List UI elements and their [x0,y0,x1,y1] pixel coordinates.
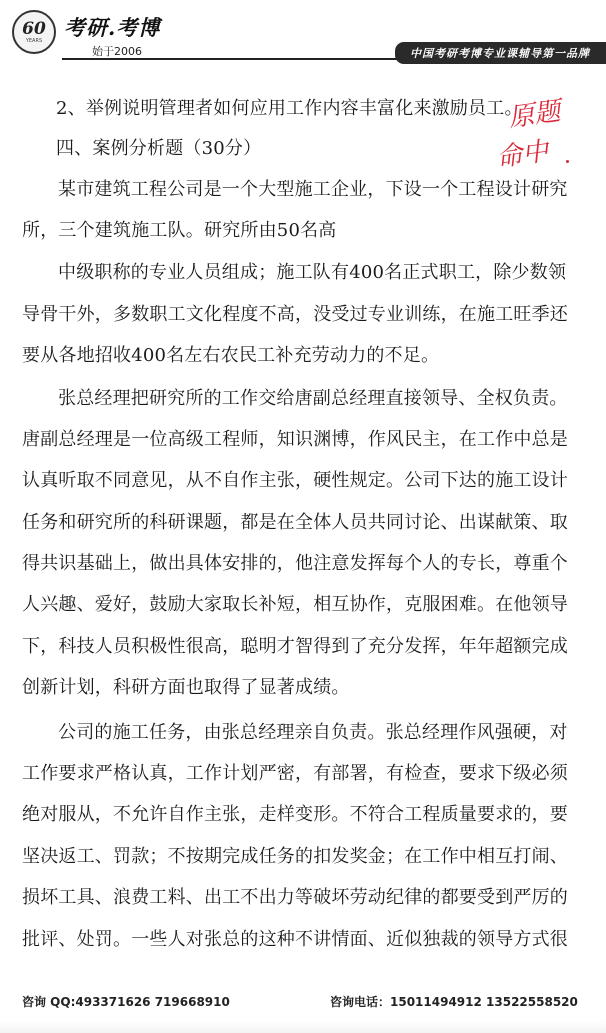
section-heading: 四、案例分析题（30分） [56,138,262,159]
paragraph-line: 创新计划，科研方面也取得了显著成绩。 [22,677,350,698]
scan-edge [0,1020,606,1033]
paragraph-line: 导骨干外，多数职工文化程度不高，没受过专业训练，在施工旺季还 [22,304,568,325]
handwritten-annotation: 命中 [494,136,551,174]
handwritten-dot [566,160,569,163]
footer-phone-contact: 咨询电话：15011494912 13522558520 [330,995,578,1009]
paragraph-line: 损坏工具、浪费工料、出工不出力等破坏劳动纪律的都要受到严厉的 [22,887,568,908]
paragraph-line: 得共识基础上，做出具体安排的，他注意发挥每个人的专长，尊重个 [22,553,568,574]
paragraph-line: 公司的施工任务，由张总经理亲自负责。张总经理作风强硬，对 [58,722,568,743]
paragraph-line: 要从各地招收400名左右农民工补充劳动力的不足。 [22,345,440,366]
question-line: 2、举例说明管理者如何应用工作内容丰富化来激励员工。 [56,98,523,119]
logo-emblem-icon [12,10,56,54]
paragraph-line: 认真听取不同意见，从不自作主张，硬性规定。公司下达的施工设计 [22,470,568,491]
page-footer [0,993,606,1013]
logo-number: 60 [22,18,46,39]
brand-slogan: 中国考研考博专业课辅导第一品牌 [410,47,590,60]
logo-subtext: YEARS [25,37,43,44]
paragraph-line: 绝对服从，不允许自作主张，走样变形。不符合工程质量要求的，要 [22,804,568,825]
page-header [0,0,606,70]
footer-qq-contact: 咨询 QQ:493371626 719668910 [22,995,230,1009]
paragraph-line: 坚决返工、罚款；不按期完成任务的扣发奖金；在工作中相互打闹、 [22,846,568,867]
brand-since: 始于2006 [92,45,142,58]
paragraph-line: 唐副总经理是一位高级工程师，知识渊博，作风民主，在工作中总是 [22,429,568,450]
paragraph-line: 中级职称的专业人员组成；施工队有400名正式职工，除少数领 [58,262,567,283]
paragraph-line: 人兴趣、爱好，鼓励大家取长补短，相互协作，克服困难。在他领导 [22,594,568,615]
paragraph-line: 下，科技人员积极性很高，聪明才智得到了充分发挥，年年超额完成 [22,636,568,657]
paragraph-line: 张总经理把研究所的工作交给唐副总经理直接领导、全权负责。 [58,388,568,409]
brand-name: 考研.考博 [64,15,161,40]
paragraph-line: 某市建筑工程公司是一个大型施工企业，下设一个工程设计研究 [58,179,568,200]
handwritten-annotation: 原题 [506,96,563,134]
paragraph-line: 批评、处罚。一些人对张总的这种不讲情面、近似独裁的领导方式很 [22,929,568,950]
paragraph-line: 任务和研究所的科研课题，都是在全体人员共同讨论、出谋献策、取 [22,512,568,533]
paragraph-line: 所，三个建筑施工队。研究所由50名高 [22,220,337,241]
paragraph-line: 工作要求严格认真，工作计划严密，有部署，有检查，要求下级必须 [22,763,568,784]
